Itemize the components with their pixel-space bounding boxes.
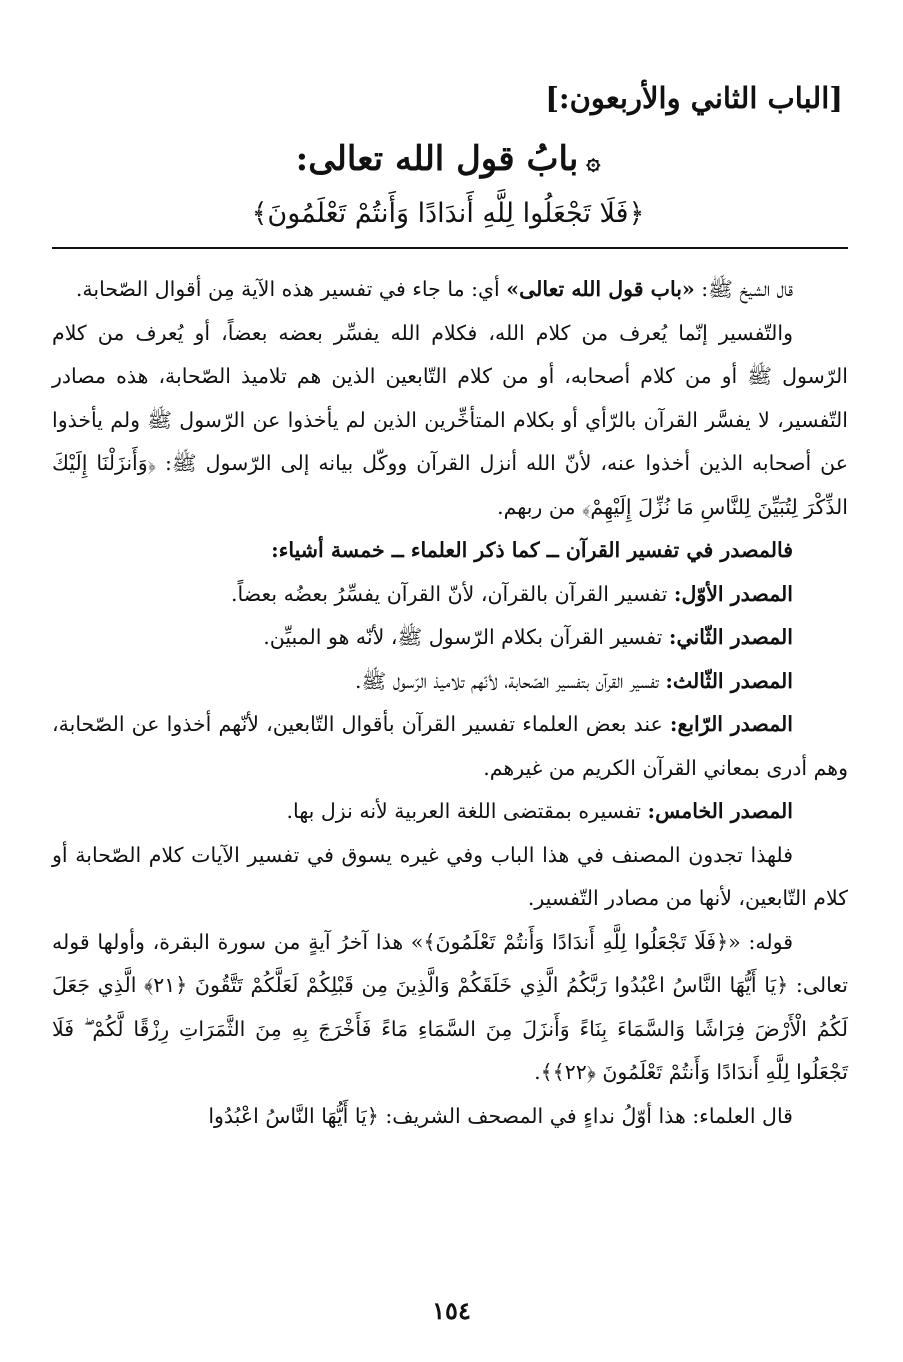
- p1-lead: قال الشيخ ﷺ:: [694, 277, 793, 301]
- source-label: المصدر الثّاني:: [668, 625, 793, 649]
- ornament-icon: ۞: [586, 146, 601, 175]
- body-text: [52, 268, 848, 1138]
- source-item: [52, 790, 848, 834]
- source-text: تفسير القرآن بالقرآن، لأنّ القرآن يفسِّرُ بعضُه بعضاً.: [230, 581, 674, 606]
- source-text: تفسير القرآن بكلام الرّسول ﷺ، لأنّه هو المبيِّن.: [263, 625, 669, 649]
- sources-intro: [52, 529, 848, 573]
- p4-tail: .: [534, 1060, 541, 1084]
- p2-verse: ﴿وَأَنزَلْنَا إِلَيْكَ الذِّكْرَ لِتُبَيِّنَ لِلنَّاسِ مَا نُزِّلَ إِلَيْهِمْ﴾: [52, 451, 848, 519]
- sources-intro-text: فالمصدر في تفسير القرآن ــ كما ذكر العلماء ــ خمسة أشياء:: [271, 538, 793, 562]
- source-item: [52, 660, 848, 704]
- p4-verse-1: ﴿فَلَا تَجْعَلُوا لِلَّهِ أَندَادًا وَأَنتُمْ تَعْلَمُونَ﴾: [423, 929, 729, 954]
- chapter-number-heading: [الباب الثاني والأربعون:]: [545, 81, 843, 115]
- source-item: [52, 616, 848, 660]
- source-label: المصدر الخامس:: [647, 799, 793, 823]
- source-label: المصدر الأوّل:: [673, 581, 793, 606]
- p4-verse-2: ﴿يَا أَيُّهَا النَّاسُ اعْبُدُوا رَبَّكُمُ الَّذِي خَلَقَكُمْ وَالَّذِينَ مِن قَبْلِكُمْ لَعَلَّكُمْ تَتَّقُونَ ﴿٢١﴾ الَّذِي جَعَلَ لَكُمُ الْأَرْضَ فِرَاشًا وَالسَّمَاءَ بِنَاءً وَأَنزَلَ مِنَ السَّمَاءِ مَاءً فَأَخْرَجَ بِهِ مِنَ الثَّمَرَاتِ رِزْقًا لَّكُمْ ۖ فَلَا تَجْعَلُوا لِلَّهِ أَندَادًا وَأَنتُمْ تَعْلَمُونَ ﴿٢٢﴾﴾: [52, 973, 848, 1084]
- paragraph-first-call: [52, 1095, 848, 1139]
- p2-text: والتّفسير إنّما يُعرف من كلام الله، فكلام الله يفسِّر بعضه بعضاً، أو يُعرف من كلام الرّسول ﷺ أو من كلام أصحابه، أو من كلام التّابعين الذين هم تلاميذ الصّحابة، هذه مصادر التّفسير، لا يفسَّر القرآن بالرّأي أو بكلام المتأخِّرين الذين لم يأخذوا عن الرّسول ﷺ ولم يأخذوا عن أصحابه الذين أخذوا عنه، لأنّ الله أنزل القرآن ووكّل بيانه إلى الرّسول ﷺ:: [52, 320, 848, 475]
- heading-divider: [52, 247, 848, 249]
- p4-mid: » هذا آخرُ آيةٍ من سورة البقرة، وأولها قوله تعالى:: [52, 929, 848, 997]
- source-text: تفسير القرآن بتفسير الصّحابة، لأنّهم تلاميذ الرّسول ﷺ.: [355, 668, 666, 693]
- p4-lead: قوله: «: [728, 929, 793, 954]
- source-text: تفسيره بمقتضى اللغة العربية لأنه نزل بها.: [286, 799, 648, 823]
- source-text: عند بعض العلماء تفسير القرآن بأقوال التّابعين، لأنّهم أخذوا عن الصّحابة، وهم أدرى بمعاني القرآن الكريم من غيرهم.: [52, 712, 848, 780]
- chapter-verse: ﴿فَلَا تَجْعَلُوا لِلَّهِ أَندَادًا وَأَنتُمْ تَعْلَمُونَ﴾: [251, 198, 645, 229]
- source-item: [52, 573, 848, 617]
- p5-verse: ﴿يَا أَيُّهَا النَّاسُ اعْبُدُوا: [208, 1103, 379, 1128]
- p3-text: فلهذا تجدون المصنف في هذا الباب وفي غيره يسوق في تفسير الآيات كلام الصّحابة أو كلام التّابعين، لأنها من مصادر التّفسير.: [52, 842, 848, 910]
- source-label: المصدر الثّالث:: [665, 668, 793, 693]
- p5-text: قال العلماء: هذا أوّلُ نداءٍ في المصحف الشريف:: [378, 1103, 793, 1128]
- source-label: المصدر الرّابع:: [669, 712, 793, 736]
- p1-text: أي: ما جاء في تفسير هذه الآية مِن أقوال الصّحابة.: [75, 277, 507, 301]
- source-item: [52, 703, 848, 790]
- paragraph-conclusion: [52, 834, 848, 921]
- paragraph-intro: [52, 268, 848, 312]
- chapter-title-text: بابُ قول الله تعالى:: [295, 139, 579, 179]
- p1-bold-quote: «باب قول الله تعالى»: [506, 277, 695, 301]
- p2-tail: من ربهم.: [497, 494, 582, 519]
- page-number: ١٥٤: [432, 1296, 471, 1325]
- chapter-title: [53, 136, 843, 184]
- paragraph-tafsir: [52, 312, 848, 530]
- paragraph-verse-context: [52, 921, 848, 1095]
